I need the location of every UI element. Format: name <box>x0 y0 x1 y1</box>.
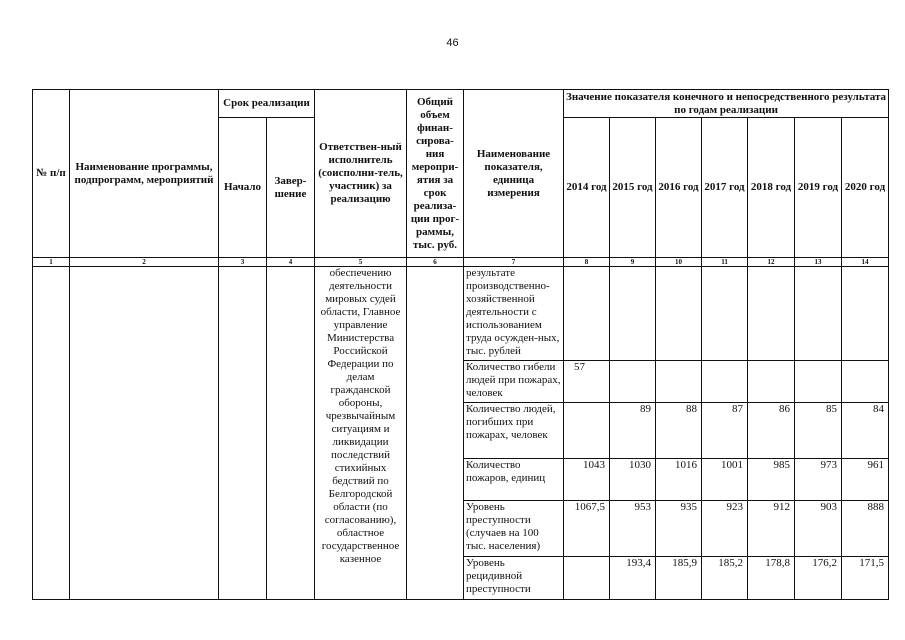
header-year-2016: 2016 год <box>656 118 702 258</box>
col-number: 14 <box>842 258 889 267</box>
value-cell: 185,2 <box>702 557 748 600</box>
value-cell: 89 <box>610 403 656 459</box>
value-cell: 935 <box>656 501 702 557</box>
header-values-group: Значение показателя конечного и непосредственного результата по годам реализации <box>564 90 889 118</box>
value-cell <box>610 267 656 361</box>
indicator-name: Уровень рецидивной преступности <box>464 557 564 600</box>
value-cell <box>564 557 610 600</box>
value-cell: 888 <box>842 501 889 557</box>
header-indicator: Наименование показателя, единица измерения <box>464 90 564 258</box>
cell-financing <box>407 267 464 600</box>
col-number: 11 <box>702 258 748 267</box>
value-cell: 1067,5 <box>564 501 610 557</box>
header-financing: Общий объем финан-сирова-ния меропри-ятия за срок реализа-ции прог-раммы, тыс. руб. <box>407 90 464 258</box>
value-cell <box>748 267 795 361</box>
value-cell: 1001 <box>702 459 748 501</box>
cell-start <box>219 267 267 600</box>
value-cell <box>656 267 702 361</box>
header-year-2020: 2020 год <box>842 118 889 258</box>
value-cell: 176,2 <box>795 557 842 600</box>
indicator-name: результате производственно-хозяйственной деятельности с использованием труда осужден-ных, тыс. рублей <box>464 267 564 361</box>
cell-program <box>70 267 219 600</box>
value-cell <box>610 361 656 403</box>
col-number: 2 <box>70 258 219 267</box>
indicator-name: Количество людей, погибших при пожарах, человек <box>464 403 564 459</box>
value-cell: 87 <box>702 403 748 459</box>
col-number: 8 <box>564 258 610 267</box>
header-year-2014: 2014 год <box>564 118 610 258</box>
value-cell: 912 <box>748 501 795 557</box>
header-start: Начало <box>219 118 267 258</box>
header-year-2015: 2015 год <box>610 118 656 258</box>
col-number: 10 <box>656 258 702 267</box>
col-number: 6 <box>407 258 464 267</box>
col-number: 3 <box>219 258 267 267</box>
indicator-name: Уровень преступности (случаев на 100 тыс. населения) <box>464 501 564 557</box>
value-cell: 171,5 <box>842 557 889 600</box>
value-cell: 178,8 <box>748 557 795 600</box>
header-end: Завер-шение <box>267 118 315 258</box>
header-num: № п/п <box>33 90 70 258</box>
value-cell: 1030 <box>610 459 656 501</box>
value-cell: 953 <box>610 501 656 557</box>
header-year-2017: 2017 год <box>702 118 748 258</box>
value-cell <box>795 361 842 403</box>
value-cell <box>564 267 610 361</box>
value-cell: 1016 <box>656 459 702 501</box>
indicator-name: Количество пожаров, единиц <box>464 459 564 501</box>
value-cell: 88 <box>656 403 702 459</box>
value-cell: 923 <box>702 501 748 557</box>
col-number: 1 <box>33 258 70 267</box>
value-cell: 193,4 <box>610 557 656 600</box>
value-cell <box>842 267 889 361</box>
value-cell: 903 <box>795 501 842 557</box>
value-cell: 84 <box>842 403 889 459</box>
value-cell <box>564 403 610 459</box>
col-number: 5 <box>315 258 407 267</box>
cell-end <box>267 267 315 600</box>
col-number: 13 <box>795 258 842 267</box>
value-cell: 1043 <box>564 459 610 501</box>
header-program: Наименование программы, подпрограмм, мероприятий <box>70 90 219 258</box>
col-number: 4 <box>267 258 315 267</box>
value-cell: 985 <box>748 459 795 501</box>
header-responsible: Ответствен-ный исполнитель (соисполни-тель, участник) за реализацию <box>315 90 407 258</box>
value-cell <box>702 361 748 403</box>
value-cell <box>748 361 795 403</box>
value-cell <box>702 267 748 361</box>
col-number: 12 <box>748 258 795 267</box>
col-number: 7 <box>464 258 564 267</box>
header-term: Срок реализации <box>219 90 315 118</box>
value-cell: 86 <box>748 403 795 459</box>
value-cell: 185,9 <box>656 557 702 600</box>
value-cell: 57 <box>564 361 610 403</box>
responsible-text: обеспечению деятельности мировых судей области, Главное управление Министерства Российской Федерации по делам гражданской обороны, чрезвычайным ситуациям и ликвидации последствий стихийных бедствий по Белгородской области (по согласованию), областное государственное казенное <box>315 267 407 600</box>
value-cell <box>842 361 889 403</box>
header-year-2019: 2019 год <box>795 118 842 258</box>
cell-num <box>33 267 70 600</box>
value-cell: 973 <box>795 459 842 501</box>
indicator-name: Количество гибели людей при пожарах, человек <box>464 361 564 403</box>
value-cell <box>795 267 842 361</box>
value-cell: 961 <box>842 459 889 501</box>
value-cell: 85 <box>795 403 842 459</box>
indicator-table <box>32 89 889 600</box>
page-number: 46 <box>446 37 459 49</box>
value-cell <box>656 361 702 403</box>
col-number: 9 <box>610 258 656 267</box>
header-year-2018: 2018 год <box>748 118 795 258</box>
